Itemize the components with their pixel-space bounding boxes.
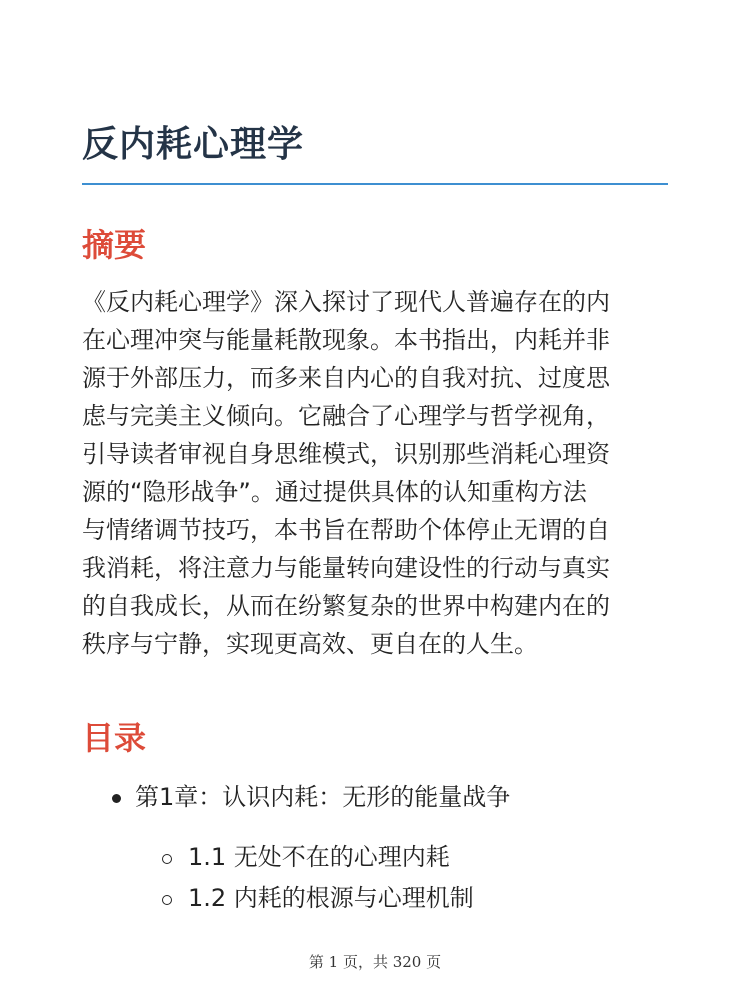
bullet-disc-icon: [112, 794, 121, 803]
page-number-footer: 第 1 页，共 320 页: [308, 953, 442, 971]
toc-chapter-label: 第1章：认识内耗：无形的能量战争: [135, 783, 511, 811]
summary-line: 在心理冲突与能量耗散现象。本书指出，内耗并非: [82, 326, 610, 354]
toc-chapter-item[interactable]: [112, 778, 510, 816]
title-divider: [82, 183, 668, 185]
toc-section-label: 1.2 内耗的根源与心理机制: [188, 884, 474, 912]
summary-paragraph: [82, 283, 672, 663]
summary-heading: 摘要: [82, 226, 147, 264]
summary-line: 秩序与宁静，实现更高效、更自在的人生。: [82, 630, 538, 658]
summary-line: 我消耗，将注意力与能量转向建设性的行动与真实: [82, 554, 610, 582]
bullet-circle-icon: [162, 854, 172, 864]
summary-line: 《反内耗心理学》深入探讨了现代人普遍存在的内: [82, 288, 610, 316]
summary-line: 引导读者审视自身思维模式，识别那些消耗心理资: [82, 440, 610, 468]
toc-section-item[interactable]: [162, 838, 450, 876]
bullet-circle-icon: [162, 895, 172, 905]
summary-line: 源于外部压力，而多来自内心的自我对抗、过度思: [82, 364, 610, 392]
summary-line: 虑与完美主义倾向。它融合了心理学与哲学视角，: [82, 402, 610, 430]
book-title: 反内耗心理学: [82, 124, 305, 165]
summary-line: 与情绪调节技巧，本书旨在帮助个体停止无谓的自: [82, 516, 610, 544]
toc-section-label: 1.1 无处不在的心理内耗: [188, 843, 450, 871]
summary-line: 源的“隐形战争”。通过提供具体的认知重构方法: [82, 478, 587, 506]
summary-line: 的自我成长，从而在纷繁复杂的世界中构建内在的: [82, 592, 610, 620]
toc-heading: 目录: [82, 719, 147, 757]
toc-section-item[interactable]: [162, 879, 474, 917]
